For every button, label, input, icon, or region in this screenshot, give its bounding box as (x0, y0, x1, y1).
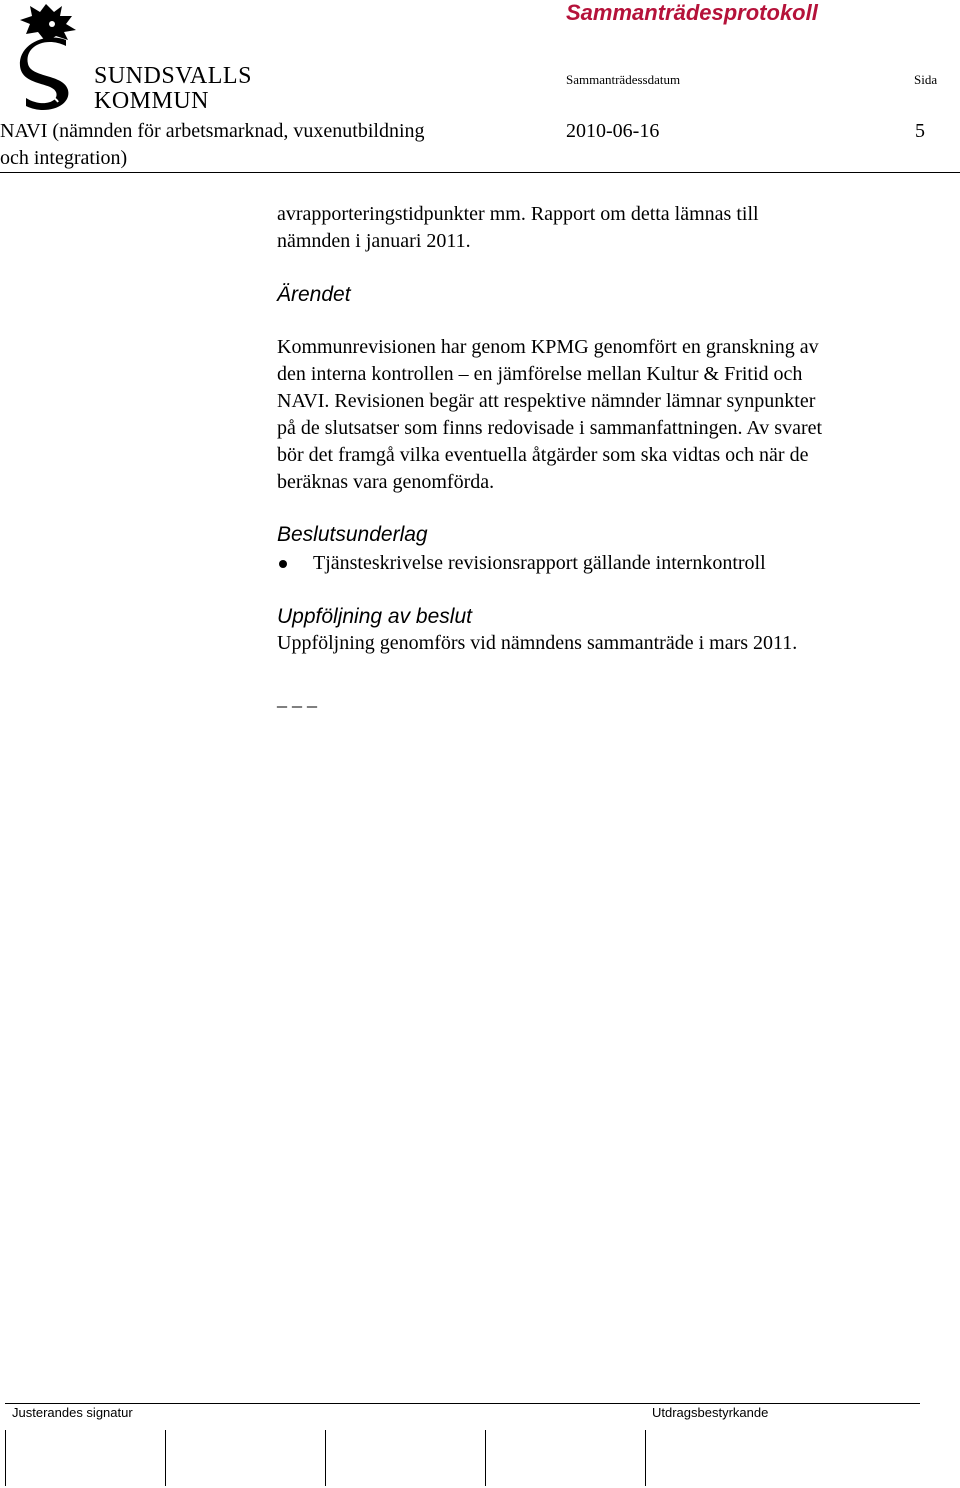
extract-box-divider (645, 1430, 646, 1486)
signature-box-divider (165, 1430, 166, 1486)
arendet-line: bör det framgå vilka eventuella åtgärder som ska vidtas och när de (277, 444, 809, 466)
bullet-icon (279, 560, 287, 568)
signature-box-divider (5, 1430, 6, 1486)
page-number: 5 (915, 120, 925, 142)
extract-label: Utdragsbestyrkande (652, 1405, 769, 1420)
header-divider (0, 172, 960, 173)
footer-divider (5, 1403, 920, 1404)
intro-paragraph (277, 201, 917, 255)
intro-line: avrapporteringstidpunkter mm. Rapport om detta lämnas till (277, 203, 759, 225)
heading-uppfoljning: Uppföljning av beslut (277, 605, 472, 628)
arendet-line: beräknas vara genomförda. (277, 471, 495, 493)
committee-name-line2: och integration) (0, 147, 128, 169)
arendet-line: NAVI. Revisionen begär att respektive nämnder lämnar synpunkter (277, 390, 816, 412)
intro-line: nämnden i januari 2011. (277, 230, 471, 252)
signature-box-divider (485, 1430, 486, 1486)
logo-text-line1: SUNDSVALLS (94, 63, 252, 89)
uppfoljning-text: Uppföljning genomförs vid nämndens sammanträde i mars 2011. (277, 632, 798, 654)
heading-beslutsunderlag: Beslutsunderlag (277, 523, 428, 546)
signature-label: Justerandes signatur (12, 1405, 133, 1420)
arendet-line: den interna kontrollen – en jämförelse mellan Kultur & Fritid och (277, 363, 803, 385)
date-label: Sammanträdessdatum (566, 72, 681, 87)
arendet-line: på de slutsatser som finns redovisade i sammanfattningen. Av svaret (277, 417, 823, 439)
arendet-paragraph (277, 334, 937, 496)
meeting-date: 2010-06-16 (566, 120, 660, 142)
logo-text-line2: KOMMUN (94, 88, 210, 114)
document-type-title: Sammanträdesprotokoll (566, 0, 818, 25)
end-marker: _ _ _ (277, 688, 317, 710)
sundsvall-dragon-logo-icon (16, 2, 86, 118)
committee-name-line1: NAVI (nämnden för arbetsmarknad, vuxenutbildning (0, 120, 425, 142)
beslutsunderlag-item: Tjänsteskrivelse revisionsrapport gällande internkontroll (313, 552, 766, 574)
page-label: Sida (914, 72, 938, 87)
signature-box-divider (325, 1430, 326, 1486)
arendet-line: Kommunrevisionen har genom KPMG genomfört en granskning av (277, 336, 819, 358)
heading-arendet: Ärendet (277, 283, 351, 306)
